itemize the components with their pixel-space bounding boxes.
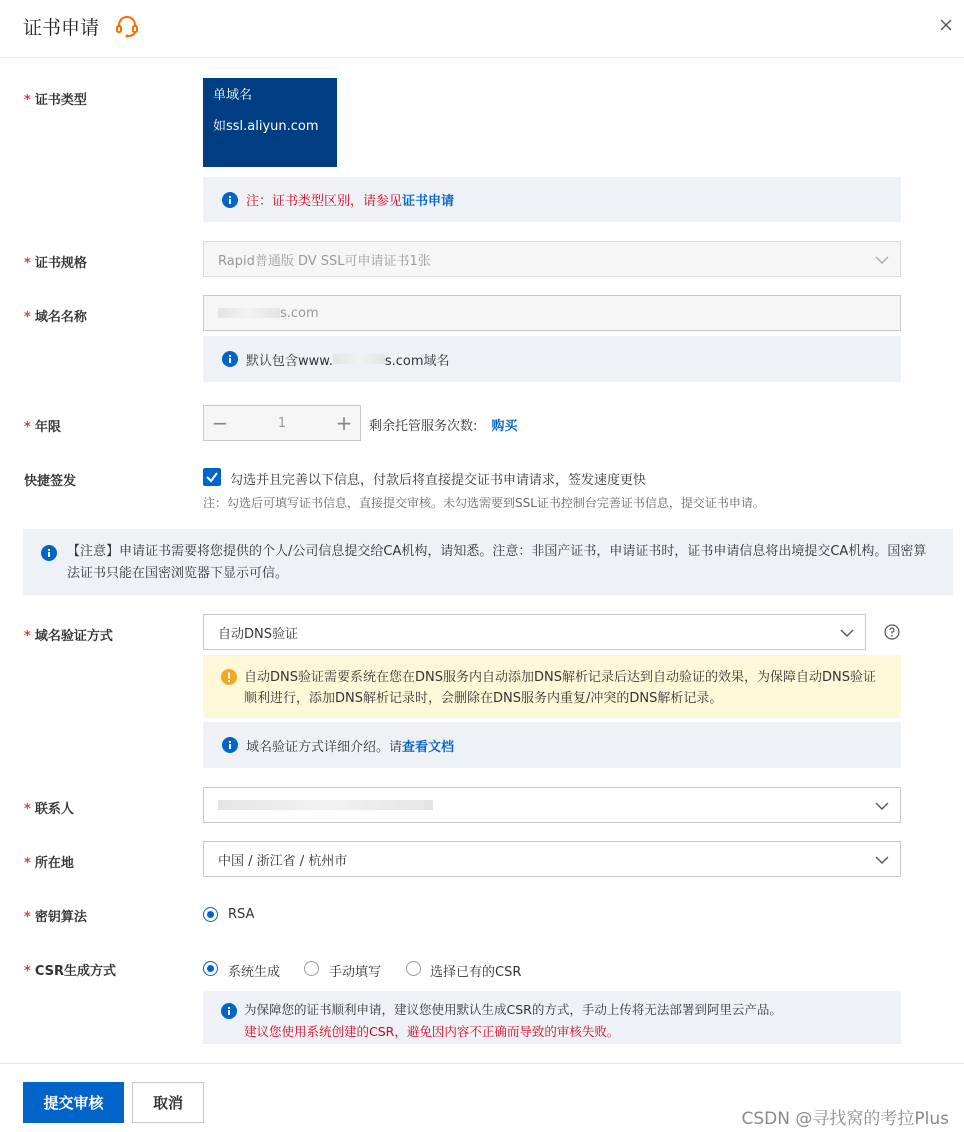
quick-issue-checkbox[interactable] [203, 468, 221, 486]
years-label: * 年限 [24, 420, 61, 435]
rsa-radio-label: RSA [228, 907, 255, 922]
view-doc-link[interactable]: 查看文档 [402, 739, 455, 755]
decrement-button[interactable]: − [211, 411, 229, 435]
redacted-text [333, 354, 385, 364]
info-icon [221, 1003, 237, 1019]
domain-hint [203, 336, 901, 382]
dialog-header [0, 0, 964, 58]
info-icon [222, 192, 238, 208]
domain-value: s.com [280, 305, 319, 321]
verify-method-value: 自动DNS验证 [218, 626, 298, 642]
help-icon[interactable] [884, 624, 900, 640]
info-icon [222, 351, 238, 367]
cancel-button[interactable]: 取消 [132, 1082, 204, 1123]
check-icon [203, 468, 221, 486]
key-algo-label: * 密钥算法 [24, 910, 87, 925]
verify-method-label: * 域名验证方式 [24, 629, 113, 644]
cert-type-card-single-domain[interactable] [203, 78, 337, 167]
csr-existing-radio[interactable] [406, 961, 421, 976]
quick-issue-label: 快捷签发 [24, 474, 77, 489]
csr-existing-label: 选择已有的CSR [430, 965, 522, 980]
dialog-footer [0, 1063, 964, 1132]
location-label: * 所在地 [24, 856, 74, 871]
csr-info [203, 991, 901, 1044]
info-icon [41, 545, 57, 561]
verify-doc-hint-text: 域名验证方式详细介绍。请 [246, 739, 403, 755]
contact-label: * 联系人 [24, 802, 74, 817]
chevron-down-icon [874, 798, 890, 814]
csr-system-label: 系统生成 [228, 965, 281, 980]
location-value: 中国 / 浙江省 / 杭州市 [218, 853, 348, 869]
domain-label: * 域名名称 [24, 310, 87, 325]
quick-issue-checkbox-label: 勾选并且完善以下信息，付款后将直接提交证书申请请求，签发速度更快 [230, 473, 647, 488]
verify-method-select[interactable] [203, 614, 866, 650]
buy-link[interactable]: 购买 [491, 419, 518, 434]
dialog-title: 证书申请 [23, 17, 100, 39]
years-value[interactable]: 1 [277, 415, 287, 431]
dns-verify-warning-text: 自动DNS验证需要系统在您在DNS服务内自动添加DNS解析记录后达到自动验证的效果，为保障自动DNS验证顺利进行，添加DNS解析记录时，会删除在DNS服务内重复/冲突的DNS解析记录。 [244, 670, 876, 706]
domain-hint-suffix: s.com域名 [384, 353, 450, 369]
cert-type-note [203, 177, 901, 222]
customer-service-icon[interactable] [114, 13, 140, 39]
csr-label: * CSR生成方式 [24, 964, 116, 979]
cert-spec-label: * 证书规格 [24, 256, 87, 271]
remaining-service [369, 415, 518, 434]
csr-info-text: 为保障您的证书顺利申请，建议您使用默认生成CSR的方式，手动上传将无法部署到阿里云产品。 [244, 1002, 782, 1017]
redacted-text [218, 800, 433, 810]
csr-manual-label: 手动填写 [329, 965, 382, 980]
cert-type-card-title: 单域名 [213, 88, 253, 103]
increment-button[interactable]: + [335, 411, 353, 435]
chevron-down-icon [874, 852, 890, 868]
rsa-radio[interactable] [203, 907, 218, 922]
remaining-service-label: 剩余托管服务次数: [369, 419, 478, 434]
ca-notice [23, 529, 953, 595]
info-icon [222, 737, 238, 753]
redacted-text [218, 308, 280, 318]
domain-hint-prefix: 默认包含www. [246, 353, 333, 369]
chevron-down-icon [839, 625, 855, 641]
chevron-down-icon [874, 252, 890, 268]
csr-info-warning: 建议您使用系统创建的CSR，避免因内容不正确而导致的审核失败。 [244, 1024, 620, 1039]
cert-type-note-text: 注：证书类型区别，请参见 [246, 194, 403, 209]
close-icon[interactable] [936, 15, 956, 35]
csr-system-radio[interactable] [203, 961, 218, 976]
years-stepper [203, 405, 361, 441]
dns-verify-warning [203, 655, 901, 718]
watermark: CSDN @寻找窝的考拉Plus [741, 1109, 949, 1129]
ca-notice-text: 【注意】申请证书需要将您提供的个人/公司信息提交给CA机构，请知悉。注意：非国产证书，申请证书时，证书申请信息将出境提交CA机构。国密算法证书只能在国密浏览器下显示可信。 [67, 544, 927, 581]
cert-type-label: * 证书类型 [24, 93, 87, 108]
quick-issue-note: 注：勾选后可填写证书信息，直接提交审核。未勾选需要到SSL证书控制台完善证书信息，提交证书申请。 [203, 496, 765, 510]
csr-manual-radio[interactable] [304, 961, 319, 976]
location-select[interactable] [203, 841, 901, 877]
verify-doc-hint [203, 722, 901, 768]
submit-button[interactable]: 提交审核 [23, 1082, 124, 1123]
cert-spec-value: Rapid普通版 DV SSL可申请证书1张 [218, 253, 431, 269]
domain-input[interactable] [203, 295, 901, 331]
cert-apply-link[interactable]: 证书申请 [402, 194, 455, 209]
warning-icon [221, 669, 237, 685]
contact-select[interactable] [203, 787, 901, 823]
cert-spec-select[interactable] [203, 241, 901, 277]
cert-type-card-example: 如ssl.aliyun.com [213, 119, 319, 134]
